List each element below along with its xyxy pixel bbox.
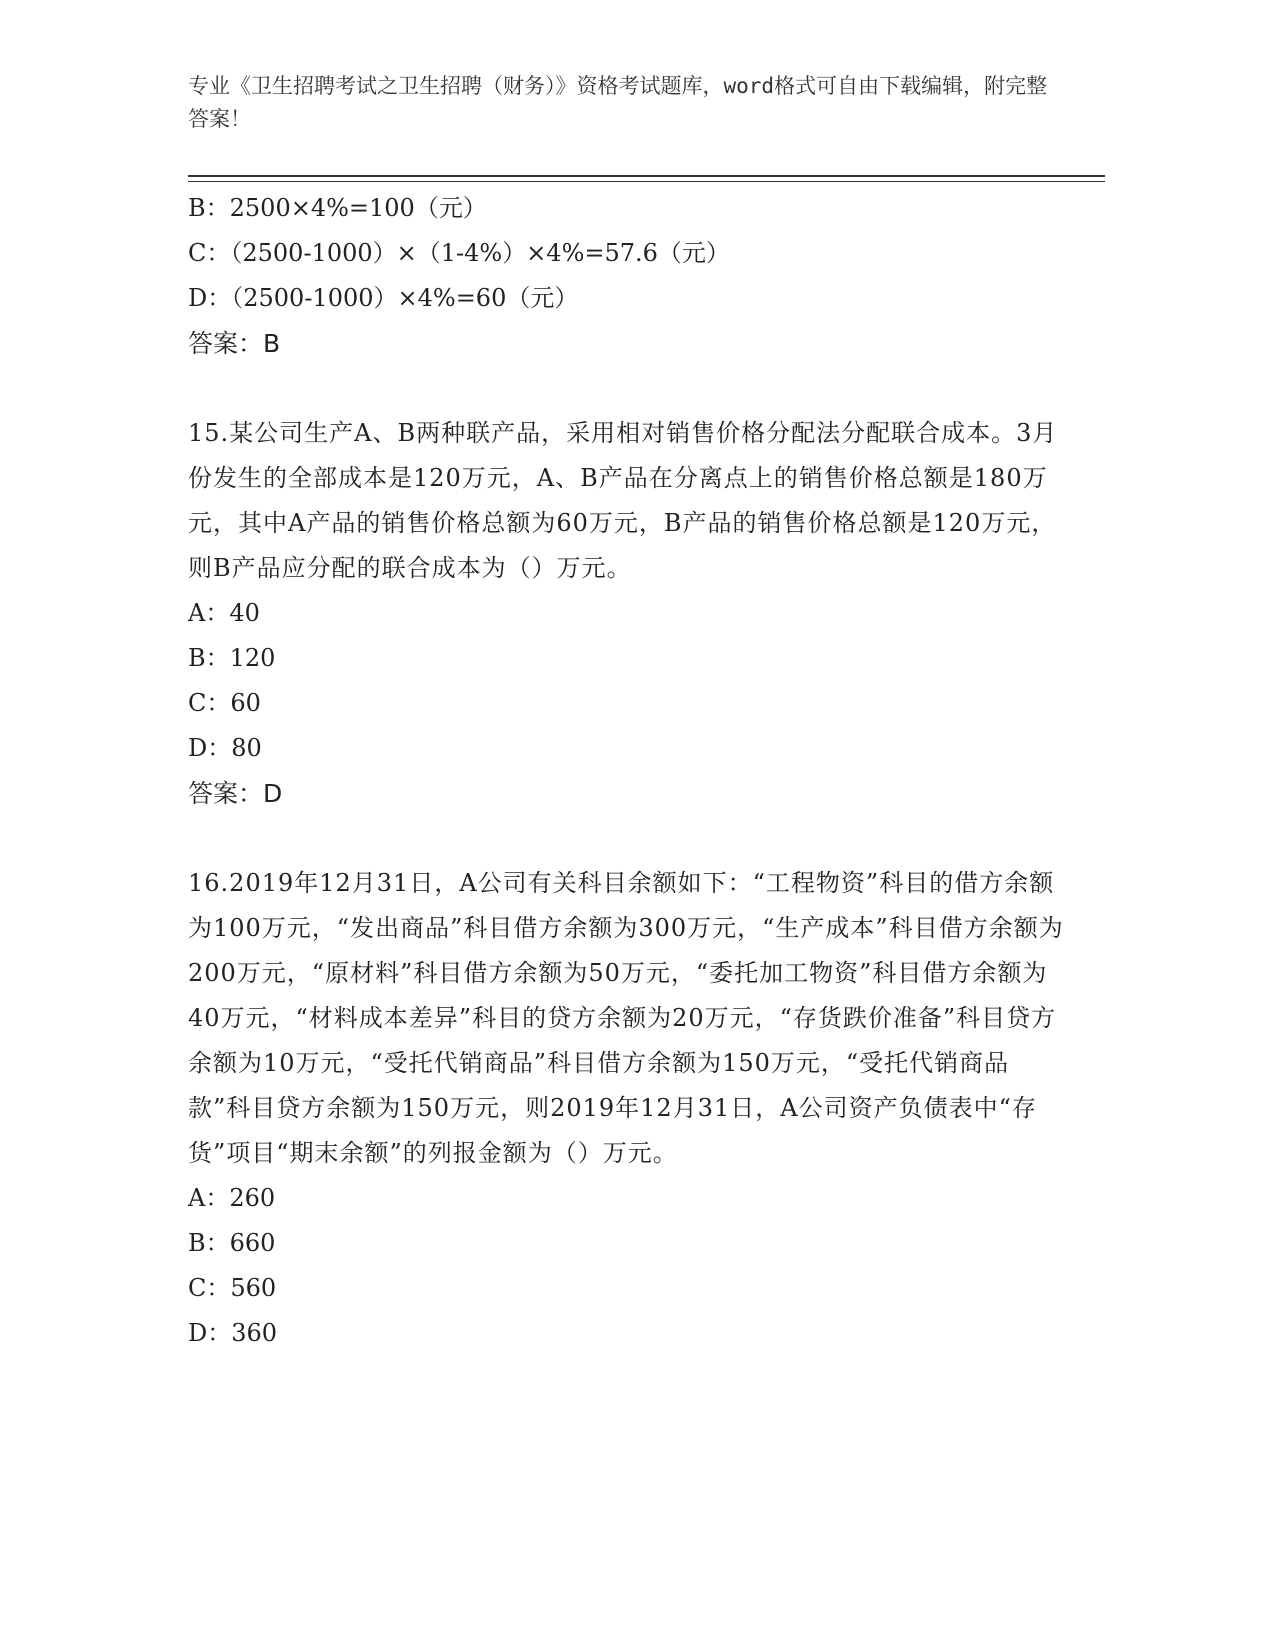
question-stem: 16.2019年12月31日，A公司有关科目余额如下：“工程物资”科目的借方余额为100万元，“发出商品”科目借方余额为300万元，“生产成本”科目借方余额为200万元，“原材料”科目借方余额为50万元，“委托加工物资”科目借方余额为40万元，“材料成本差异”科目的贷方余额为20万元，“存货跌价准备”科目贷方余额为10万元，“受托代销商品”科目借方余额为150万元，“受托代销商品款”科目贷方余额为150万元，则2019年12月31日，A公司资产负债表中“存货”项目“期末余额”的列报金额为（）万元。: [188, 869, 1064, 1167]
option-c: C：60: [188, 689, 261, 717]
question-15: [188, 411, 1068, 816]
option-a: A：40: [188, 599, 260, 627]
document-body: [188, 186, 1068, 1356]
option-d: D：360: [188, 1319, 278, 1347]
option-b: B：2500×4%=100（元）: [188, 194, 487, 222]
option-c: C：560: [188, 1274, 277, 1302]
option-d: D：（2500-1000）×4%=60（元）: [188, 284, 579, 312]
answer-line: 答案：B: [188, 329, 281, 358]
option-a: A：260: [188, 1184, 276, 1212]
document-header: 专业《卫生招聘考试之卫生招聘（财务）》资格考试题库，word格式可自由下载编辑，附完整答案！: [188, 74, 1048, 131]
answer-line: 答案：D: [188, 779, 283, 808]
header-divider: [188, 175, 1105, 177]
option-d: D：80: [188, 734, 262, 762]
question-16: [188, 861, 1068, 1356]
question-stem: 15.某公司生产A、B两种联产品，采用相对销售价格分配法分配联合成本。3月份发生的全部成本是120万元，A、B产品在分离点上的销售价格总额是180万元，其中A产品的销售价格总额为60万元，B产品的销售价格总额是120万元，则B产品应分配的联合成本为（）万元。: [188, 419, 1058, 582]
previous-question: [188, 186, 1068, 366]
option-b: B：660: [188, 1229, 276, 1257]
header-divider-thin: [188, 181, 1105, 182]
option-b: B：120: [188, 644, 276, 672]
option-c: C：（2500-1000）×（1-4%）×4%=57.6（元）: [188, 239, 730, 267]
